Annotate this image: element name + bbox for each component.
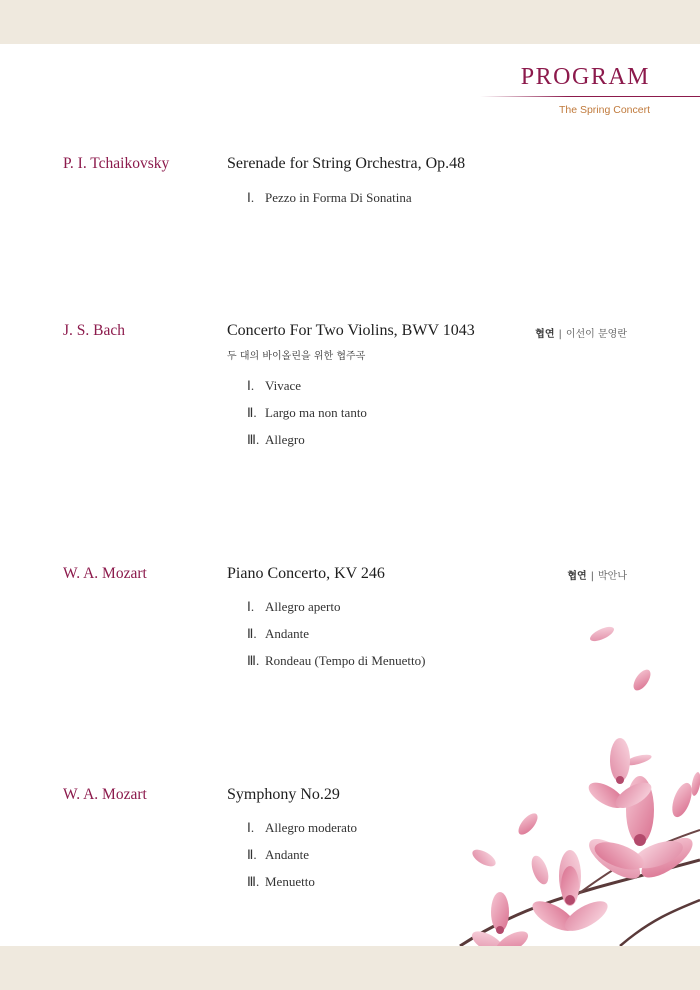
movement-list: [247, 378, 367, 459]
composer-name: J. S. Bach: [63, 322, 125, 339]
falling-petal: [470, 846, 499, 869]
page-subtitle: The Spring Concert: [558, 104, 650, 116]
movement-item: [247, 432, 367, 459]
movement-item: [247, 820, 357, 847]
separator: |: [558, 329, 562, 340]
work-title: Symphony No.29: [227, 786, 340, 803]
movement-title: Andante: [265, 626, 310, 641]
movement-number: Ⅲ.: [247, 653, 260, 668]
work-title: Concerto For Two Violins, BWV 1043: [227, 322, 475, 339]
movement-number: Ⅰ.: [247, 190, 255, 205]
movement-item: [247, 653, 425, 680]
top-band: [0, 0, 700, 44]
title-rule: [480, 96, 700, 97]
magnolia-bud: [528, 854, 551, 887]
movement-number: Ⅰ.: [247, 820, 255, 835]
magnolia-flower: [468, 892, 531, 946]
movement-title: Largo ma non tanto: [265, 405, 367, 420]
movement-title: Vivace: [265, 378, 302, 393]
movement-number: Ⅰ.: [247, 378, 255, 393]
movement-list: [247, 190, 412, 217]
work-title: Piano Concerto, KV 246: [227, 565, 385, 582]
performer-credit: [567, 567, 627, 582]
page-title: PROGRAM: [520, 64, 650, 90]
movement-title: Rondeau (Tempo di Menuetto): [265, 653, 426, 668]
composer-name: W. A. Mozart: [63, 565, 147, 582]
movement-title: Allegro moderato: [265, 820, 358, 835]
movement-item: [247, 874, 357, 901]
movement-title: Menuetto: [265, 874, 315, 889]
separator: |: [590, 571, 595, 582]
movement-number: Ⅲ.: [247, 432, 260, 447]
performer-role: 협연: [535, 329, 555, 340]
bottom-band: [0, 946, 700, 990]
movement-item: [247, 405, 367, 432]
falling-petal: [515, 810, 541, 838]
movement-number: Ⅱ.: [247, 847, 257, 862]
movement-list: [247, 820, 357, 901]
performer-names: 이선이 문영란: [565, 329, 627, 340]
movement-title: Allegro aperto: [265, 599, 341, 614]
movement-title: Andante: [265, 847, 310, 862]
magnolia-bud: [668, 780, 695, 819]
movement-item: [247, 626, 425, 653]
branch: [620, 900, 700, 946]
movement-list: [247, 599, 425, 680]
movement-number: Ⅰ.: [247, 599, 255, 614]
movement-title: Pezzo in Forma Di Sonatina: [265, 190, 412, 205]
magnolia-blossom-illustration: [420, 600, 700, 946]
work-subtitle: 두 대의 바이올린을 위한 협주곡: [227, 351, 366, 362]
movement-item: [247, 599, 425, 626]
performer-credit: [535, 325, 627, 340]
falling-petal: [630, 667, 654, 694]
movement-item: [247, 378, 367, 405]
work-title: Serenade for String Orchestra, Op.48: [227, 155, 466, 172]
composer-name: W. A. Mozart: [63, 786, 147, 803]
performer-role: 협연: [567, 571, 587, 582]
movement-number: Ⅱ.: [247, 405, 257, 420]
movement-number: Ⅲ.: [247, 874, 260, 889]
movement-title: Allegro: [265, 432, 305, 447]
movement-item: [247, 190, 412, 217]
performer-names: 박안나: [598, 571, 627, 582]
falling-petal: [588, 624, 616, 644]
composer-name: P. I. Tchaikovsky: [63, 155, 170, 172]
movement-number: Ⅱ.: [247, 626, 257, 641]
movement-item: [247, 847, 357, 874]
